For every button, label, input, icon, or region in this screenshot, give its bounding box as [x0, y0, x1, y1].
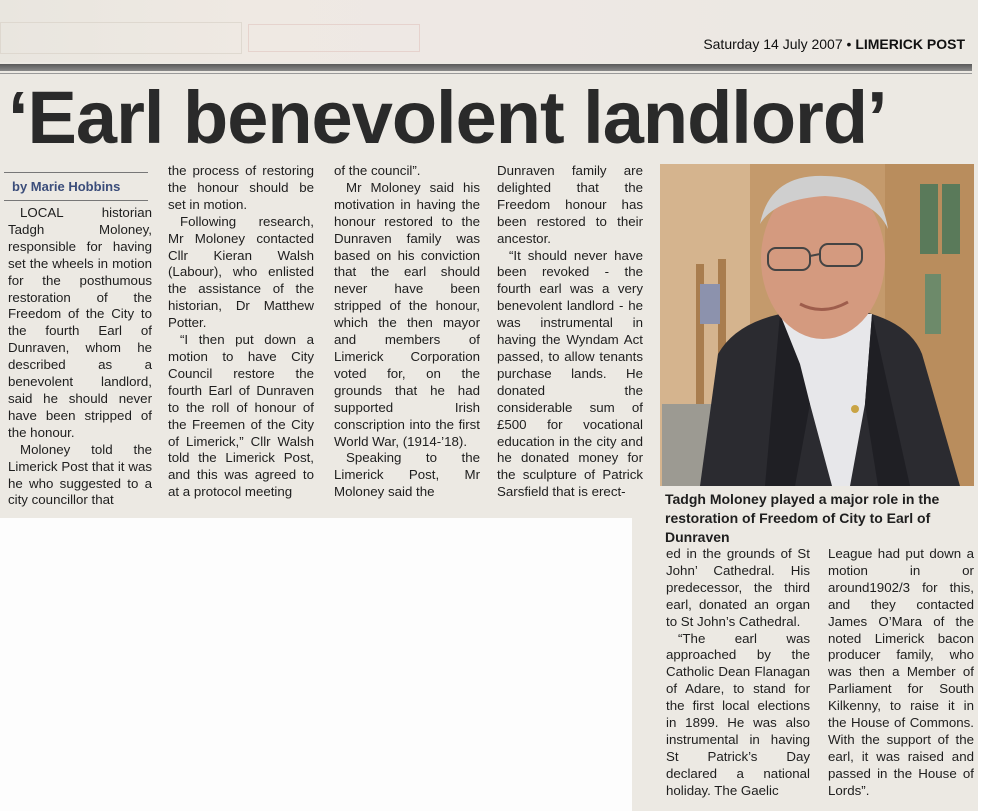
paragraph: of the council”.: [334, 163, 421, 178]
headline: ‘Earl benevolent landlord’: [8, 76, 887, 159]
article-column-2: [168, 163, 314, 501]
paragraph: “It should never have been revoked - the fourth earl was a very benevolent landlord - he was instrumental in having the Wyndam Act passed, to allow tenants purchase lands. He donated the considerable sum of £500 for vocational education in the city and he donated money for the sculpture of Patrick Sarsfield that is erect-: [497, 247, 643, 500]
paragraph: ed in the grounds of St John’ Cathedral. His predecessor, the third earl, donated an organ to St John’s Cathedral.: [666, 546, 810, 629]
byline-rule-top: [4, 172, 148, 173]
byline-rule-bottom: [4, 200, 148, 201]
article-column-3: [334, 163, 480, 501]
masthead-rule: [0, 64, 972, 71]
paragraph: LOCAL historian Tadgh Moloney, responsible for having set the wheels in motion for the posthumous restoration of the Freedom of the City to the fourth Earl of Dunraven, whom he described as a benevolent landlord, said he should never have been stripped of the honour.: [8, 205, 152, 440]
paragraph: the process of restoring the honour should be set in motion.: [168, 163, 314, 212]
article-column-1: [8, 205, 152, 509]
paragraph: League had put down a motion in or around1902/3 for this, and they contacted James O’Mara of the noted Limerick bacon producer family, who was then a Member of Parliament for South Kilkenny, to raise it in the House of Commons. With the support of the earl, it was raised and passed in the House of Lords”.: [828, 546, 974, 798]
article-column-6: [828, 546, 974, 800]
photo-caption: Tadgh Moloney played a major role in the restoration of Freedom of City to Earl of Dunraven: [665, 491, 940, 545]
blank-area: [0, 518, 632, 811]
paragraph: Following research, Mr Moloney contacted Cllr Kieran Walsh (Labour), who enlisted the assistance of the historian, Dr Matthew Potter.: [168, 213, 314, 331]
dateline: [703, 36, 965, 52]
paragraph: “The earl was approached by the Catholic Dean Flanagan of Adare, to stand for the first local elections in 1899. He was also instrumental in having St Patrick’s Day declared a national holiday. The Gaelic: [666, 630, 810, 798]
article-column-5: [666, 546, 810, 800]
paper-name: LIMERICK POST: [855, 36, 965, 52]
byline: by Marie Hobbins: [12, 179, 121, 194]
reverse-bleed-through: [0, 0, 978, 62]
masthead-rule-thin: [0, 73, 972, 74]
issue-date: Saturday 14 July 2007: [703, 36, 843, 52]
dateline-separator: •: [846, 36, 852, 52]
portrait-photo: [660, 164, 974, 486]
paragraph: “I then put down a motion to have City Council restore the fourth Earl of Dunraven to the roll of honour of the Freemen of the City of Limerick,” Cllr Walsh told the Limerick Post, and this was agreed to at a protocol meeting: [168, 332, 314, 500]
paragraph: Dunraven family are delighted that the Freedom honour has been restored to their ancestor.: [497, 163, 643, 246]
paragraph: Speaking to the Limerick Post, Mr Moloney said the: [334, 450, 480, 500]
portrait-illustration: [660, 164, 974, 486]
article-column-4: [497, 163, 643, 501]
paragraph: Moloney told the Limerick Post that it was he who suggested to a city councillor that: [8, 441, 152, 508]
paragraph: Mr Moloney said his motivation in having the honour restored to the Dunraven family was based on his conviction that the earl should never have been stripped of the honour, which the then mayor and members of Limerick Corporation voted for, on the grounds that he had supported Irish conscription into the first World War, (1914-’18).: [334, 179, 480, 449]
